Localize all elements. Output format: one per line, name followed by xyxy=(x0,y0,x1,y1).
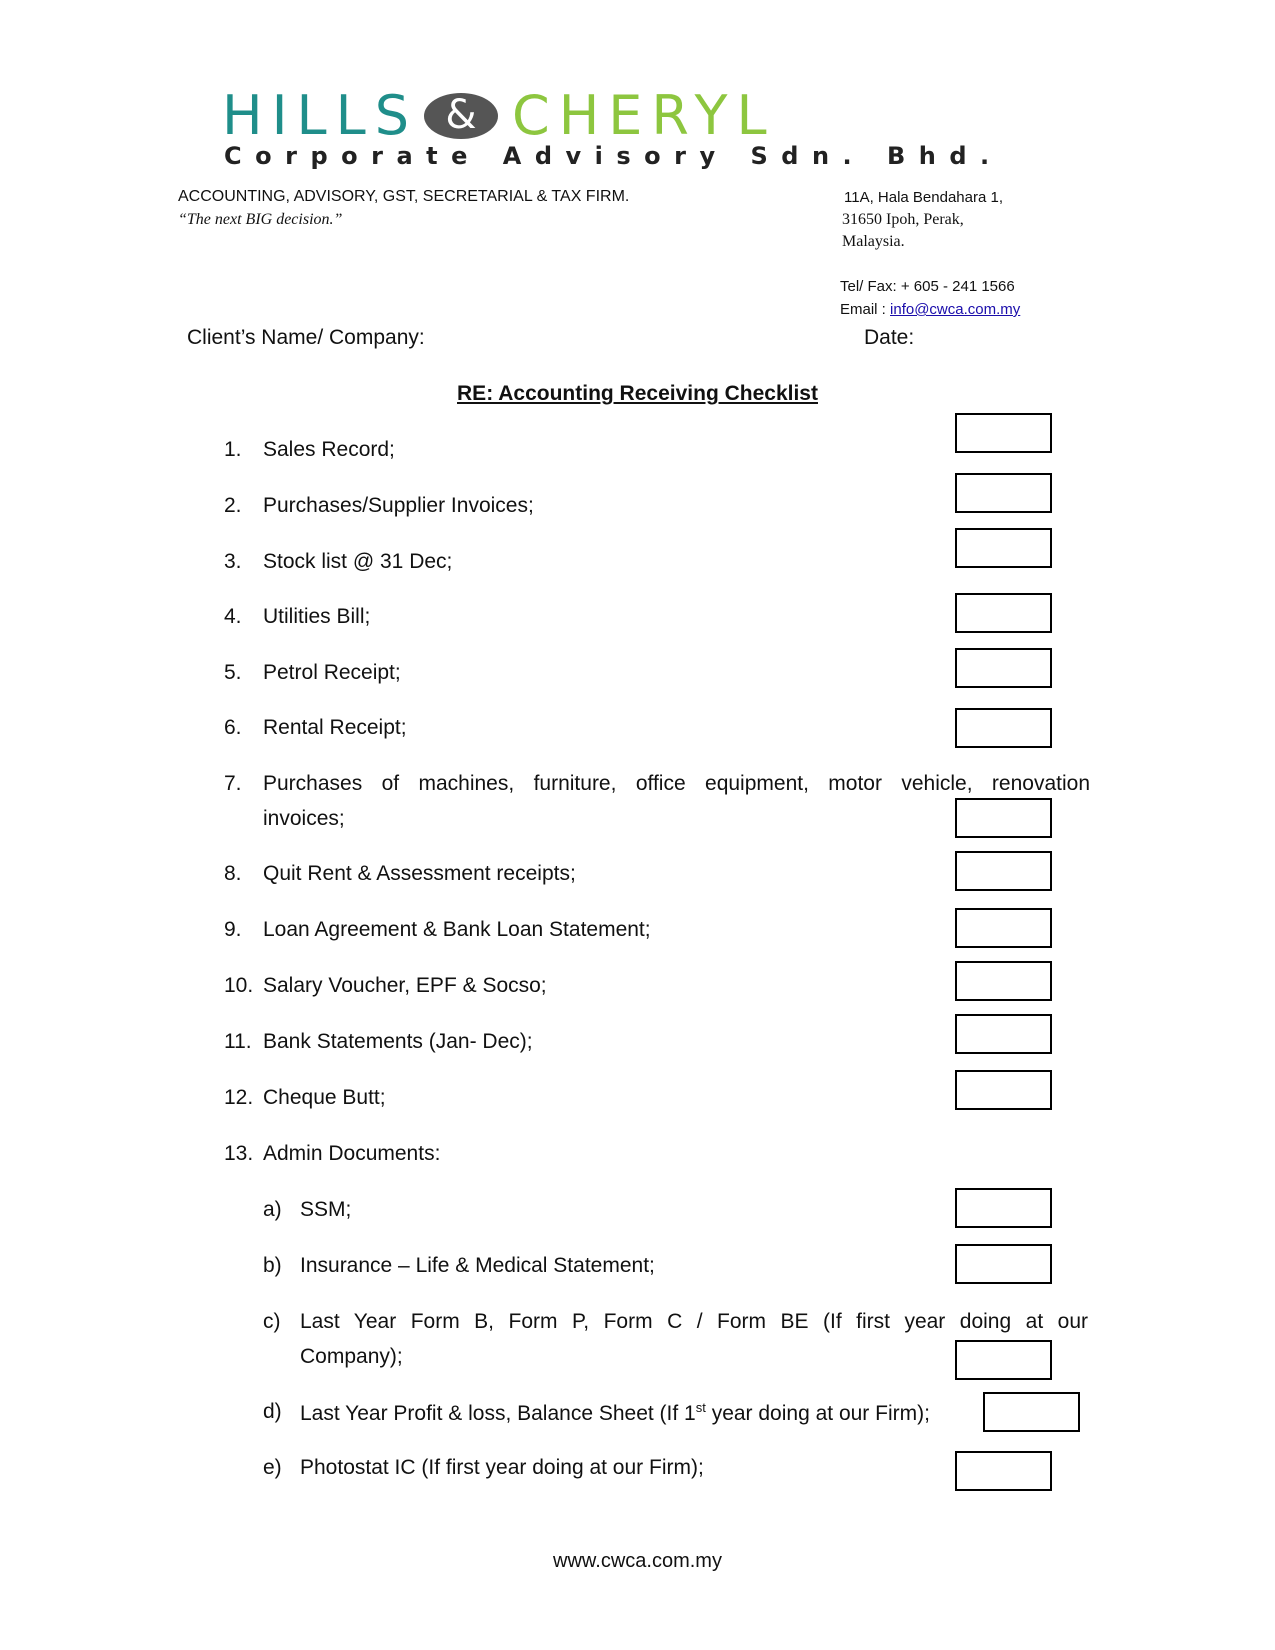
checkbox-sub-a[interactable] xyxy=(955,1188,1052,1228)
checkbox-item-2[interactable] xyxy=(955,473,1052,513)
sub-item-letter: c) xyxy=(263,1310,281,1333)
sub-item-text: Photostat IC (If first year doing at our Firm); xyxy=(300,1456,704,1479)
item-number: 8. xyxy=(224,862,242,885)
ordinal-superscript: st xyxy=(695,1400,706,1415)
logo-word-hills: HILLS xyxy=(222,84,418,147)
checkbox-item-11[interactable] xyxy=(955,1014,1052,1054)
item-text-line-1: Purchases of machines, furniture, office equipment, motor vehicle, renovation xyxy=(263,772,1090,795)
email-label: Email : xyxy=(840,301,886,318)
checkbox-item-12[interactable] xyxy=(955,1070,1052,1110)
item-number: 6. xyxy=(224,716,242,739)
sub-item-text: Insurance – Life & Medical Statement; xyxy=(300,1254,655,1277)
item-text: Quit Rent & Assessment receipts; xyxy=(263,862,576,885)
checkbox-sub-c[interactable] xyxy=(955,1340,1052,1380)
firm-description: ACCOUNTING, ADVISORY, GST, SECRETARIAL & TAX FIRM. xyxy=(178,188,630,205)
item-number: 5. xyxy=(224,661,242,684)
item-number: 9. xyxy=(224,918,242,941)
item-number: 11. xyxy=(224,1030,252,1053)
sub-item-text xyxy=(300,1400,930,1426)
item-text: Salary Voucher, EPF & Socso; xyxy=(263,974,547,997)
sub-item-text: SSM; xyxy=(300,1198,352,1221)
item-text: Purchases/Supplier Invoices; xyxy=(263,494,534,517)
item-text: Sales Record; xyxy=(263,438,395,461)
checkbox-sub-d[interactable] xyxy=(983,1392,1080,1432)
logo-subtitle: Corporate Advisory Sdn. Bhd. xyxy=(224,142,1003,170)
item-number: 1. xyxy=(224,438,242,461)
address-line-3: Malaysia. xyxy=(842,233,905,250)
item-text: Loan Agreement & Bank Loan Statement; xyxy=(263,918,651,941)
sub-item-text-start: Last Year Profit & loss, Balance Sheet (If 1 xyxy=(300,1402,696,1425)
client-name-label: Client’s Name/ Company: xyxy=(187,326,425,349)
checkbox-item-8[interactable] xyxy=(955,851,1052,891)
item-text: Cheque Butt; xyxy=(263,1086,386,1109)
item-text: Rental Receipt; xyxy=(263,716,407,739)
checkbox-item-10[interactable] xyxy=(955,961,1052,1001)
item-number: 4. xyxy=(224,605,242,628)
checklist-title: RE: Accounting Receiving Checklist xyxy=(457,382,818,405)
address-line-2: 31650 Ipoh, Perak, xyxy=(842,211,964,228)
checkbox-sub-e[interactable] xyxy=(955,1451,1052,1491)
item-number: 10. xyxy=(224,974,254,997)
item-number: 2. xyxy=(224,494,242,517)
email-link[interactable]: info@cwca.com.my xyxy=(890,301,1021,318)
checkbox-item-1[interactable] xyxy=(955,413,1052,453)
item-text: Petrol Receipt; xyxy=(263,661,401,684)
address-line-1: 11A, Hala Bendahara 1, xyxy=(844,189,1004,206)
date-label: Date: xyxy=(864,326,915,349)
checkbox-item-3[interactable] xyxy=(955,528,1052,568)
item-text: Stock list @ 31 Dec; xyxy=(263,550,453,573)
sub-item-letter: d) xyxy=(263,1400,282,1423)
item-number: 13. xyxy=(224,1142,254,1165)
logo-word-cheryl: CHERYL xyxy=(511,84,776,147)
checkbox-item-9[interactable] xyxy=(955,908,1052,948)
checkbox-item-4[interactable] xyxy=(955,593,1052,633)
checkbox-sub-b[interactable] xyxy=(955,1244,1052,1284)
item-number: 12. xyxy=(224,1086,254,1109)
sub-item-text-line-1: Last Year Form B, Form P, Form C / Form BE (If first year doing at our xyxy=(300,1310,1088,1333)
item-text-line-2: invoices; xyxy=(263,807,345,830)
footer-website[interactable]: www.cwca.com.my xyxy=(553,1550,722,1572)
checkbox-item-6[interactable] xyxy=(955,708,1052,748)
tagline: “The next BIG decision.” xyxy=(178,211,343,228)
email-row xyxy=(840,301,1020,318)
item-text: Admin Documents: xyxy=(263,1142,441,1165)
sub-item-text-line-2: Company); xyxy=(300,1345,403,1368)
item-number: 3. xyxy=(224,550,242,573)
item-text: Utilities Bill; xyxy=(263,605,371,628)
tel-fax: Tel/ Fax: + 605 - 241 1566 xyxy=(840,278,1015,295)
checkbox-item-5[interactable] xyxy=(955,648,1052,688)
item-text: Bank Statements (Jan- Dec); xyxy=(263,1030,533,1053)
sub-item-letter: e) xyxy=(263,1456,282,1479)
sub-item-letter: b) xyxy=(263,1254,282,1277)
sub-item-letter: a) xyxy=(263,1198,282,1221)
sub-item-text-end: year doing at our Firm); xyxy=(705,1402,930,1425)
company-logo xyxy=(222,86,776,146)
logo-ampersand: & xyxy=(424,93,498,139)
item-number: 7. xyxy=(224,772,242,795)
checkbox-item-7[interactable] xyxy=(955,798,1052,838)
